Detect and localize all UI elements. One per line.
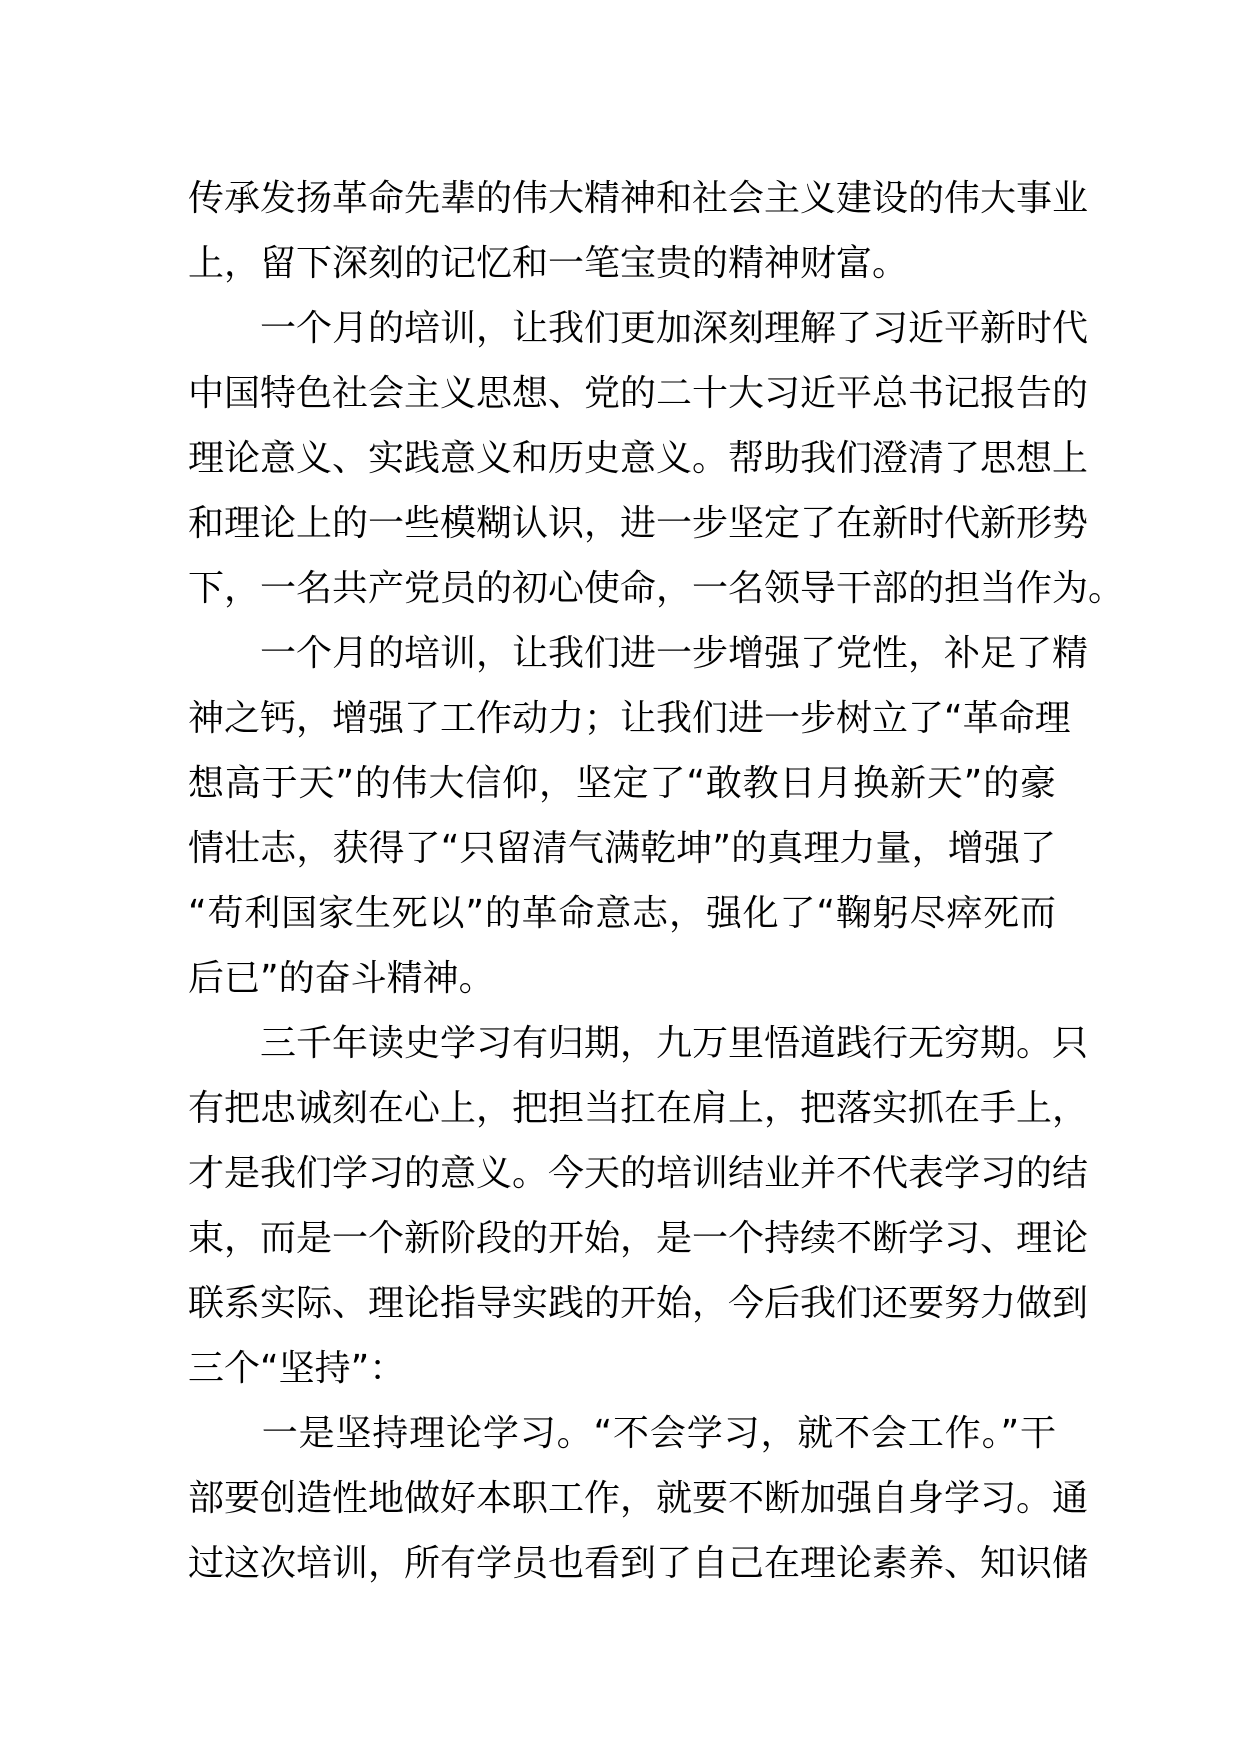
text-line: 三个“坚持”： (188, 1348, 406, 1389)
text-line: 一是坚持理论学习。“不会学习，就不会工作。”干 (188, 1413, 1056, 1454)
text-line: 一个月的培训，让我们更加深刻理解了习近平新时代 (188, 308, 1089, 349)
text-line: 下，一名共产党员的初心使命，一名领导干部的担当作为。 (188, 568, 1125, 609)
text-line: 一个月的培训，让我们进一步增强了党性，补足了精 (188, 633, 1089, 674)
document-body (188, 166, 1125, 1596)
text-line: “苟利国家生死以”的革命意志，强化了“鞠躬尽瘁死而 (188, 893, 1056, 934)
paragraph-3 (188, 621, 1089, 1011)
text-line: 有把忠诚刻在心上，把担当扛在肩上，把落实抓在手上， (188, 1088, 1089, 1129)
paragraph-1 (188, 166, 1089, 296)
text-line: 束，而是一个新阶段的开始，是一个持续不断学习、理论 (188, 1218, 1089, 1259)
text-line: 部要创造性地做好本职工作，就要不断加强自身学习。通 (188, 1478, 1089, 1519)
text-line: 理论意义、实践意义和历史意义。帮助我们澄清了思想上 (188, 438, 1089, 479)
text-line: 神之钙，增强了工作动力；让我们进一步树立了“革命理 (188, 698, 1071, 739)
text-line: 上，留下深刻的记忆和一笔宝贵的精神财富。 (188, 243, 909, 284)
paragraph-4 (188, 1011, 1089, 1401)
text-line: 传承发扬革命先辈的伟大精神和社会主义建设的伟大事业 (188, 178, 1089, 219)
text-line: 情壮志，获得了“只留清气满乾坤”的真理力量，增强了 (188, 828, 1056, 869)
text-line: 联系实际、理论指导实践的开始，今后我们还要努力做到 (188, 1283, 1089, 1324)
text-line: 过这次培训，所有学员也看到了自己在理论素养、知识储 (188, 1543, 1089, 1584)
text-line: 和理论上的一些模糊认识，进一步坚定了在新时代新形势 (188, 503, 1089, 544)
paragraph-5 (188, 1401, 1089, 1596)
paragraph-2 (188, 296, 1125, 621)
text-line: 三千年读史学习有归期，九万里悟道践行无穷期。只 (188, 1023, 1089, 1064)
text-line: 后已”的奋斗精神。 (188, 958, 495, 999)
text-line: 想高于天”的伟大信仰，坚定了“敢教日月换新天”的豪 (188, 763, 1056, 804)
text-line: 中国特色社会主义思想、党的二十大习近平总书记报告的 (188, 373, 1089, 414)
text-line: 才是我们学习的意义。今天的培训结业并不代表学习的结 (188, 1153, 1089, 1194)
